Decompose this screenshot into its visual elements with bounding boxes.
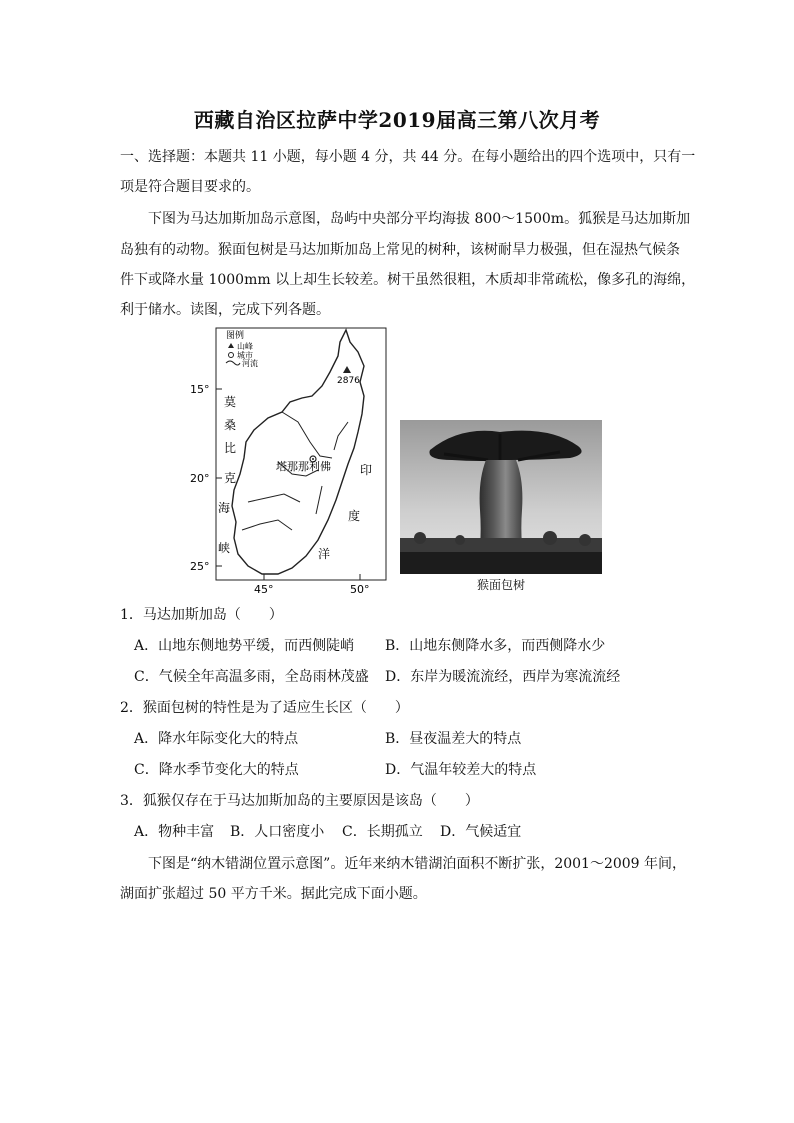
lat-label: 15° bbox=[190, 383, 210, 396]
passage-line: 岛独有的动物。猴面包树是马达加斯加岛上常见的树种，该树耐旱力极强，但在湿热气候条 bbox=[120, 242, 680, 258]
ocean-label-char: 度 bbox=[348, 509, 361, 523]
ocean-label-char: 洋 bbox=[318, 547, 331, 561]
question-option: A．山地东侧地势平缓，而西侧陡峭 bbox=[134, 638, 355, 654]
madagascar-map bbox=[188, 326, 388, 596]
legend-item: 山峰 bbox=[237, 342, 253, 351]
passage-line: 湖面扩张超过 50 平方千米。据此完成下面小题。 bbox=[120, 886, 427, 902]
map-drawing bbox=[188, 326, 388, 596]
question-stem: 1．马达加斯加岛（ ） bbox=[120, 607, 283, 623]
question-stem: 3．狐猴仅存在于马达加斯加岛的主要原因是该岛（ ） bbox=[120, 793, 479, 809]
legend-city-icon bbox=[229, 353, 234, 358]
channel-label-char: 峡 bbox=[218, 541, 231, 555]
legend-item: 城市 bbox=[237, 351, 253, 360]
channel-label-char: 桑 bbox=[224, 418, 237, 432]
legend-river-icon bbox=[226, 361, 240, 365]
lat-label: 25° bbox=[190, 560, 210, 573]
question-option: B．昼夜温差大的特点 bbox=[385, 731, 522, 747]
channel-label-char: 莫 bbox=[224, 395, 237, 409]
peak-icon bbox=[343, 366, 351, 373]
lon-label: 45° bbox=[254, 583, 274, 596]
question-stem: 2．猴面包树的特性是为了适应生长区（ ） bbox=[120, 700, 409, 716]
lat-label: 20° bbox=[190, 472, 210, 485]
lon-label: 50° bbox=[350, 583, 370, 596]
photo-caption: 猴面包树 bbox=[476, 578, 525, 592]
instructions-line: 项是符合题目要求的。 bbox=[120, 179, 260, 195]
peak-label: 2876 bbox=[337, 376, 360, 386]
question-option: D．气候适宜 bbox=[440, 824, 522, 840]
passage-line: 下图是“纳木错湖位置示意图”。近年来纳木错湖泊面积不断扩张，2001～2009 年间， bbox=[148, 856, 687, 872]
legend-title: 图例 bbox=[226, 331, 245, 341]
ocean-label-char: 印 bbox=[360, 463, 373, 477]
question-option: C．降水季节变化大的特点 bbox=[134, 762, 299, 778]
question-option: C．气候全年高温多雨，全岛雨林茂盛 bbox=[134, 669, 369, 685]
question-option: D．东岸为暖流流经，西岸为寒流流经 bbox=[385, 669, 621, 685]
question-option: B．人口密度小 bbox=[230, 824, 325, 840]
city-label: 塔那那利佛 bbox=[276, 460, 331, 473]
instructions-line: 一、选择题：本题共 11 小题，每小题 4 分，共 44 分。在每小题给出的四个选项中，只有一 bbox=[120, 149, 696, 165]
question-option: A．降水年际变化大的特点 bbox=[134, 731, 299, 747]
legend-peak-icon bbox=[228, 343, 234, 348]
channel-label-char: 比 bbox=[224, 441, 237, 455]
passage-line: 利于储水。读图，完成下列各题。 bbox=[120, 302, 330, 318]
baobab-tree-image bbox=[400, 420, 602, 574]
legend-item: 河流 bbox=[242, 359, 258, 368]
question-option: C．长期孤立 bbox=[342, 824, 423, 840]
question-option: D．气温年较差大的特点 bbox=[385, 762, 537, 778]
baobab-photo-figure bbox=[400, 420, 602, 592]
baobab-photo bbox=[400, 420, 602, 574]
question-option: B．山地东侧降水多，而西侧降水少 bbox=[385, 638, 606, 654]
passage-line: 件下或降水量 1000mm 以上却生长较差。树干虽然很粗，木质却非常疏松，像多孔的海绵， bbox=[120, 272, 696, 288]
channel-label-char: 克 bbox=[224, 471, 237, 485]
page-title: 西藏自治区拉萨中学2019届高三第八次月考 bbox=[193, 108, 601, 132]
channel-label-char: 海 bbox=[218, 501, 231, 515]
passage-line: 下图为马达加斯加岛示意图，岛屿中央部分平均海拔 800～1500m。狐猴是马达加斯加 bbox=[148, 211, 691, 227]
question-option: A．物种丰富 bbox=[134, 824, 215, 840]
